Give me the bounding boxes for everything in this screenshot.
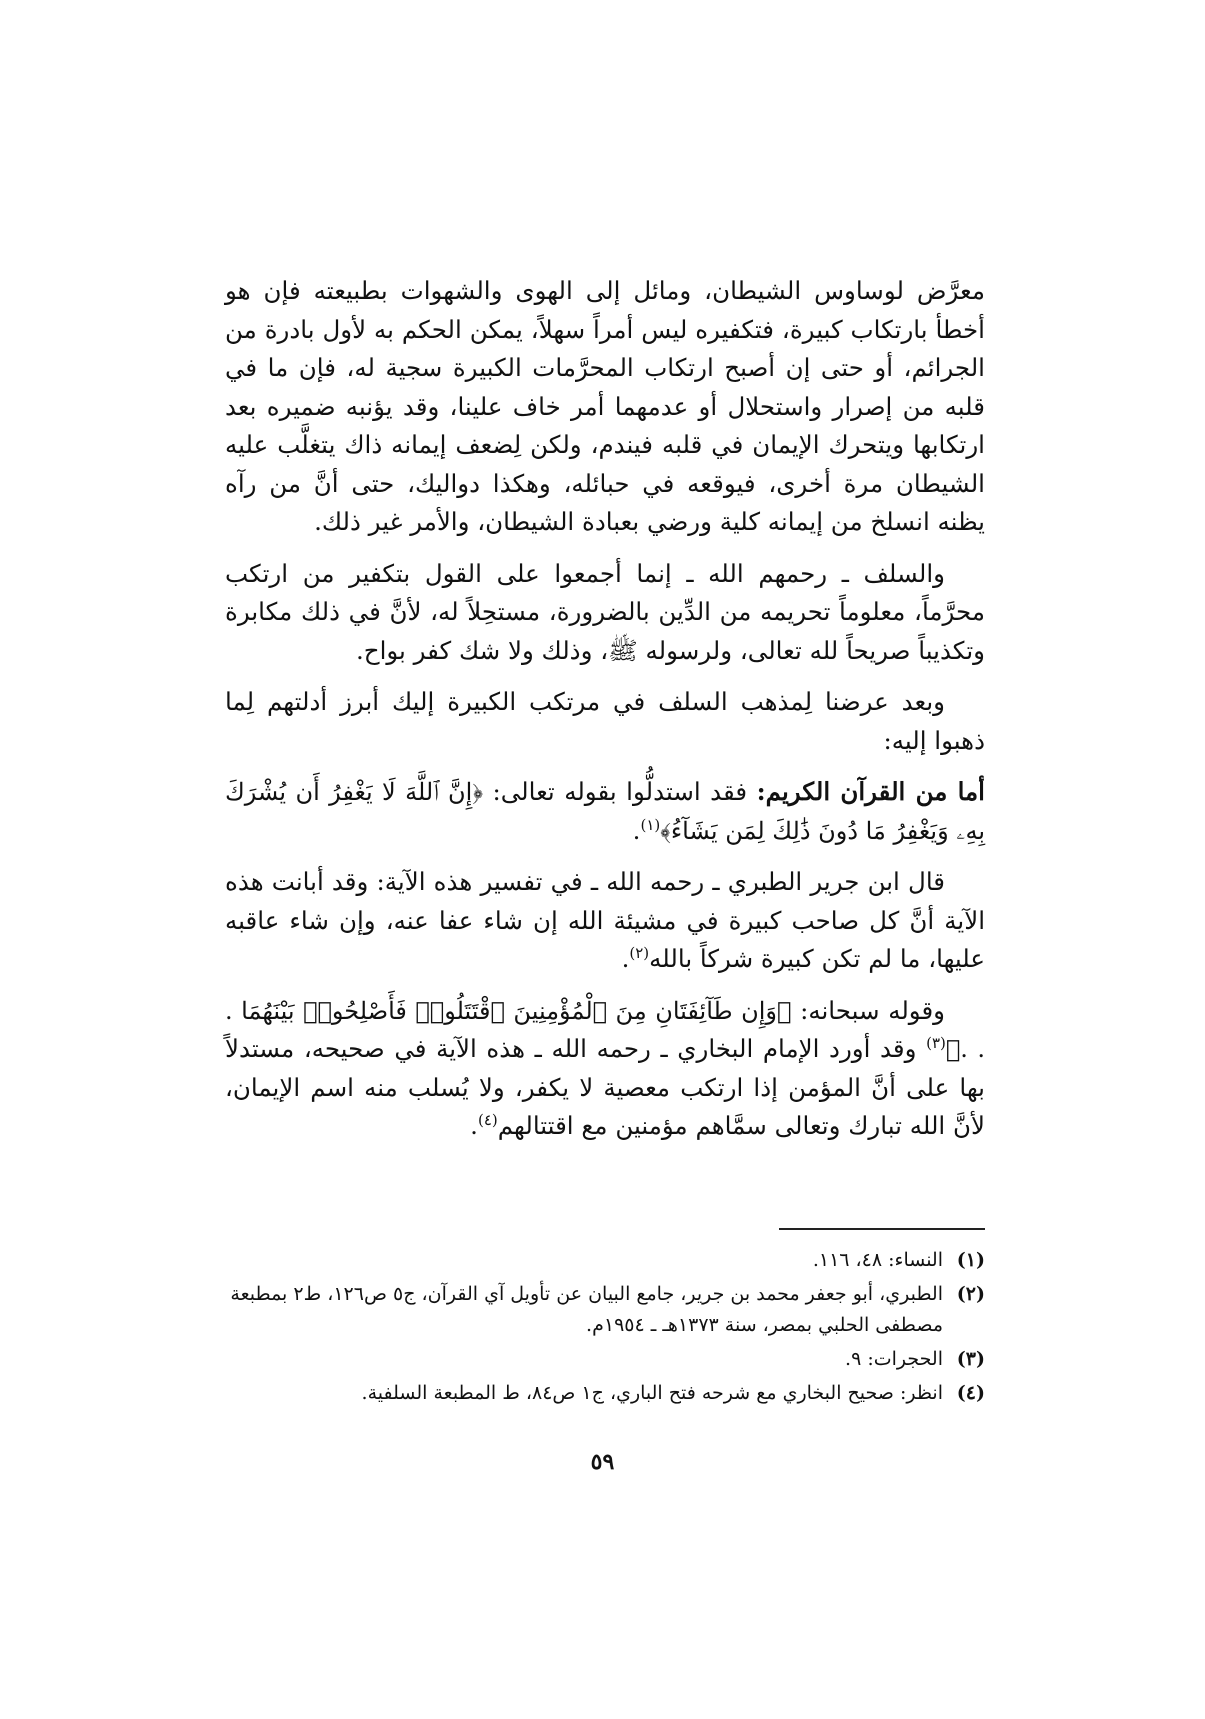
footnote-text: الحجرات: ٩. (845, 1348, 943, 1370)
footnote-text: انظر: صحيح البخاري مع شرحه فتح الباري، ج١ ص٨٤، ط المطبعة السلفية. (361, 1382, 943, 1404)
paragraph-4-end: . (632, 815, 641, 845)
section-heading-quran: أما من القرآن الكريم: (756, 777, 985, 806)
paragraph-4 (225, 773, 985, 850)
page-number: ٥٩ (590, 1449, 615, 1475)
footnotes (215, 1245, 985, 1412)
footnote-1 (215, 1245, 985, 1276)
paragraph-4-text: فقد استدلُّوا بقوله تعالى: (482, 777, 757, 806)
main-text (225, 272, 985, 1159)
quran-verse-2: ﴿وَإِن طَآئِفَتَانِ مِنَ ٱلْمُؤْمِنِينَ ٱقْتَتَلُوا۟ فَأَصْلِحُوا۟ بَيْنَهُمَا . . .﴾ (225, 996, 985, 1063)
footnote-number: (٣) (956, 1348, 985, 1370)
quran-verse-1: ﴿إِنَّ ٱللَّهَ لَا يَغْفِرُ أَن يُشْرَكَ بِهِۦ وَيَغْفِرُ مَا دُونَ ذَٰلِكَ لِمَن يَشَآءُ﴾ (225, 778, 985, 845)
footnote-number: (٢) (956, 1283, 985, 1305)
footnote-text: النساء: ٤٨، ١١٦. (812, 1249, 943, 1271)
footnote-ref-2: (٢) (629, 943, 650, 962)
footnote-2 (215, 1279, 985, 1341)
paragraph-6 (225, 992, 985, 1146)
paragraph-6-end: . (470, 1111, 478, 1140)
footnote-ref-4: (٤) (477, 1110, 498, 1129)
footnote-4 (215, 1378, 985, 1409)
paragraph-3-text: وبعد عرضنا لِمذهب السلف في مرتكب الكبيرة إليك أبرز أدلتهم لِما ذهبوا إليه: (225, 687, 985, 755)
paragraph-5-text: قال ابن جرير الطبري ـ رحمه الله ـ في تفسير هذه الآية: وقد أبانت هذه الآية أنَّ كل صاحب كبيرة في مشيئة الله إن شاء عفا عنه، وإن شاء عاقبه عليها، ما لم تكن كبيرة شركاً بالله (225, 867, 985, 973)
paragraph-5-end: . (621, 944, 630, 973)
paragraph-2 (225, 555, 985, 671)
paragraph-5 (225, 863, 985, 979)
paragraph-2-text: والسلف ـ رحمهم الله ـ إنما أجمعوا على القول بتكفير من ارتكب محرَّماً، معلوماً تحريمه من الدِّين بالضرورة، مستحِلاً له، لأنَّ في ذلك مكابرة وتكذيباً صريحاً لله تعالى، ولرسوله ﷺ، وذلك ولا شك كفر بواح. (225, 558, 985, 665)
footnote-number: (١) (956, 1249, 985, 1271)
footnote-text: الطبري، أبو جعفر محمد بن جرير، جامع البيان عن تأويل آي القرآن، ج٥ ص١٢٦، ط٢ بمطبعة مصطفى الحلبي بمصر، سنة ١٣٧٣هـ ـ ١٩٥٤م. (230, 1283, 943, 1336)
paragraph-1 (225, 272, 985, 542)
paragraph-1-text: معرَّض لوساوس الشيطان، ومائل إلى الهوى والشهوات بطبيعته فإن هو أخطأ بارتكاب كبيرة، فتكفيره ليس أمراً سهلاً، يمكن الحكم به لأول بادرة من الجرائم، أو حتى إن أصبح ارتكاب المحرَّمات الكبيرة سجية له، فإن ما في قلبه من إصرار واستحلال أو عدمهما أمر خاف علينا، وقد يؤنبه ضميره بعد ارتكابها ويتحرك الإيمان في قلبه فيندم، ولكن لِضعف إيمانه ذاك يتغلَّب عليه الشيطان مرة أخرى، فيوقعه في حبائله، وهكذا دواليك، حتى أنَّ من رآه يظنه انسلخ من إيمانه كلية ورضي بعبادة الشيطان، والأمر غير ذلك. (225, 276, 985, 536)
footnote-ref-3: (٣) (926, 1033, 946, 1052)
paragraph-6-text: وقوله سبحانه: (791, 995, 945, 1025)
footnote-3 (215, 1344, 985, 1375)
footnote-separator (779, 1228, 985, 1230)
paragraph-3 (225, 683, 985, 760)
footnote-ref-1: (١) (640, 815, 661, 834)
footnote-number: (٤) (956, 1382, 985, 1404)
paragraph-6-rest: وقد أورد الإمام البخاري ـ رحمه الله ـ هذه الآية في صحيحه، مستدلاً بها على أنَّ المؤمن إذا ارتكب معصية لا يكفر، ولا يُسلب منه اسم الإيمان، لأنَّ الله تبارك وتعالى سمَّاهم مؤمنين مع اقتتالهم (225, 1034, 985, 1140)
